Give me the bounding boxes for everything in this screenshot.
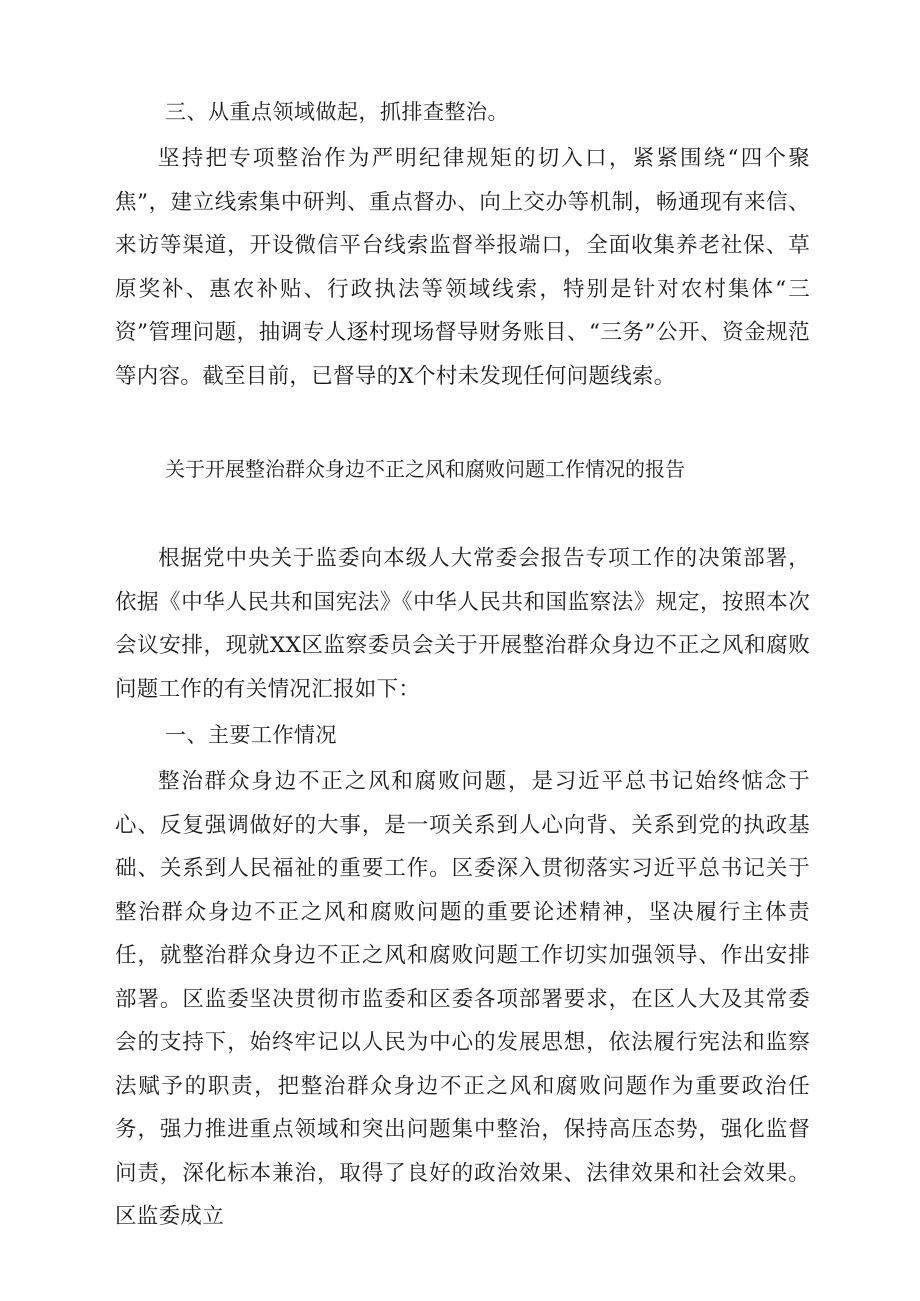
section-3-heading: 三、从重点领域做起，抓排查整治。 — [165, 100, 509, 124]
section-1-heading: 一、主要工作情况 — [165, 723, 337, 747]
section-1-paragraph: 整治群众身边不正之风和腐败问题，是习近平总书记始终惦念于心、反复强调做好的大事，是一项关系到人心向背、关系到党的执政基础、关系到人民福祉的重要工作。区委深入贯彻落实习近平总书记关于整治群众身边不正之风和腐败问题的重要论述精神，坚决履行主体责任，就整治群众身边不正之风和腐败问题工作切实加强领导、作出安排部署。区监委坚决贯彻市监委和区委各项部署要求，在区人大及其常委会的支持下，始终牢记以人民为中心的发展思想，依法履行宪法和监察法赋予的职责，把整治群众身边不正之风和腐败问题作为重要政治任务，强力推进重点领域和突出问题集中整治，保持高压态势，强化监督问责，深化标本兼治，取得了良好的政治效果、法律效果和社会效果。区监委成立 — [115, 769, 810, 1229]
report-intro-paragraph: 根据党中央关于监委向本级人大常委会报告专项工作的决策部署，依据《中华人民共和国宪法》《中华人民共和国监察法》规定，按照本次会议安排，现就XX区监察委员会关于开展整治群众身边不正之风和腐败问题工作的有关情况汇报如下： — [115, 546, 810, 702]
section-3-paragraph: 坚持把专项整治作为严明纪律规矩的切入口，紧紧围绕“四个聚焦”，建立线索集中研判、重点督办、向上交办等机制，畅通现有来信、来访等渠道，开设微信平台线索监督举报端口，全面收集养老社保、草原奖补、惠农补贴、行政执法等领域线索，特别是针对农村集体“三资”管理问题，抽调专人逐村现场督导财务账目、“三务”公开、资金规范等内容。截至目前，已督导的X个村未发现任何问题线索。 — [115, 146, 810, 389]
report-title: 关于开展整治群众身边不正之风和腐败问题工作情况的报告 — [165, 457, 685, 481]
